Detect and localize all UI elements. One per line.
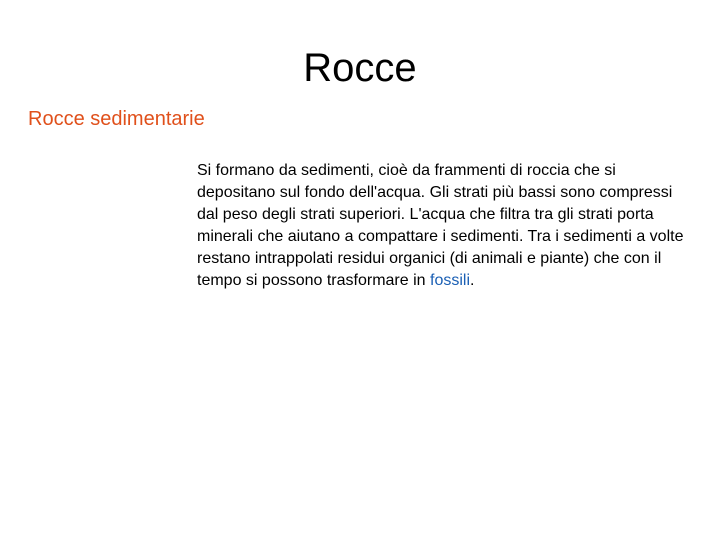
body-text-after-link: .: [470, 272, 475, 289]
body-paragraph: [197, 160, 687, 292]
slide-subtitle: Rocce sedimentarie: [28, 108, 205, 130]
body-text-before-link: Si formano da sedimenti, cioè da frammenti di roccia che si depositano sul fondo dell'acqua. Gli strati più bassi sono compressi dal peso degli strati superiori. L'acqua che filtra tra gli strati porta minerali che aiutano a compattare i sedimenti. Tra i sedimenti a volte restano intrappolati residui organici (di animali e piante) che con il tempo si possono trasformare in: [197, 162, 684, 289]
fossili-link[interactable]: fossili: [430, 272, 471, 289]
slide-title: Rocce: [303, 46, 417, 90]
